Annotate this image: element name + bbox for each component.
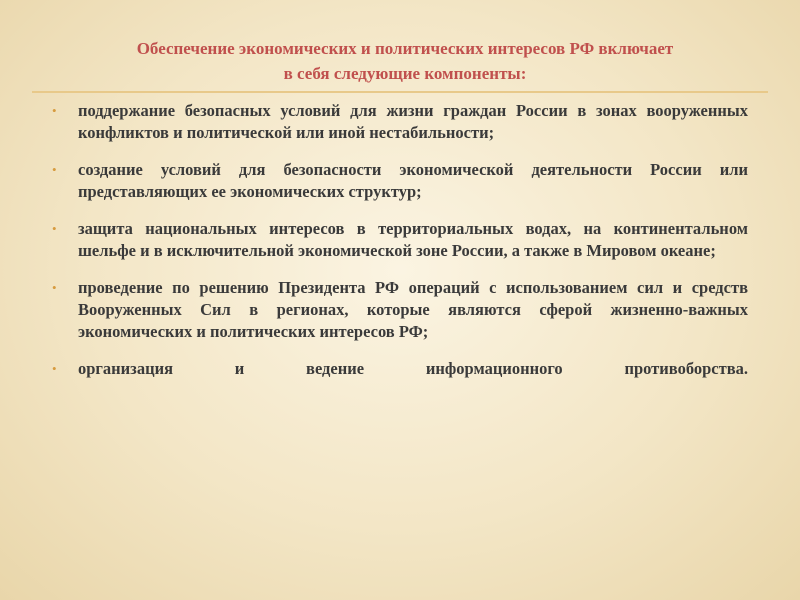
title-divider (32, 91, 768, 93)
bullet-item (52, 277, 748, 343)
bullet-dot-icon: • (52, 162, 57, 177)
slide-title-line-1: Обеспечение экономических и политических интересов РФ включает (136, 39, 674, 58)
bullet-item (52, 218, 748, 262)
bullet-item (52, 358, 748, 380)
bullet-item (52, 159, 748, 203)
bullet-list (52, 100, 748, 395)
bullet-text: организация и ведение информационного противоборства. (78, 359, 748, 378)
bullet-dot-icon: • (52, 280, 57, 295)
bullet-text: защита национальных интересов в территориальных водах, на континентальном шельфе и в исключительной экономической зоне России, а также в Мировом океане; (78, 219, 748, 260)
bullet-dot-icon: • (52, 221, 57, 236)
slide-title-line-2: в себя следующие компоненты: (283, 64, 527, 83)
bullet-text: создание условий для безопасности экономической деятельности России или представляющих ее экономических структур; (78, 160, 748, 201)
bullet-dot-icon: • (52, 361, 57, 376)
slide-title (40, 36, 770, 86)
bullet-text: проведение по решению Президента РФ операций с использованием сил и средств Вооруженных Сил в регионах, которые являются сферой жизненно-важных экономических и политических интересов РФ; (78, 278, 748, 341)
bullet-dot-icon: • (52, 103, 57, 118)
bullet-item (52, 100, 748, 144)
bullet-text: поддержание безопасных условий для жизни граждан России в зонах вооруженных конфликтов и политической или иной нестабильности; (78, 101, 748, 142)
